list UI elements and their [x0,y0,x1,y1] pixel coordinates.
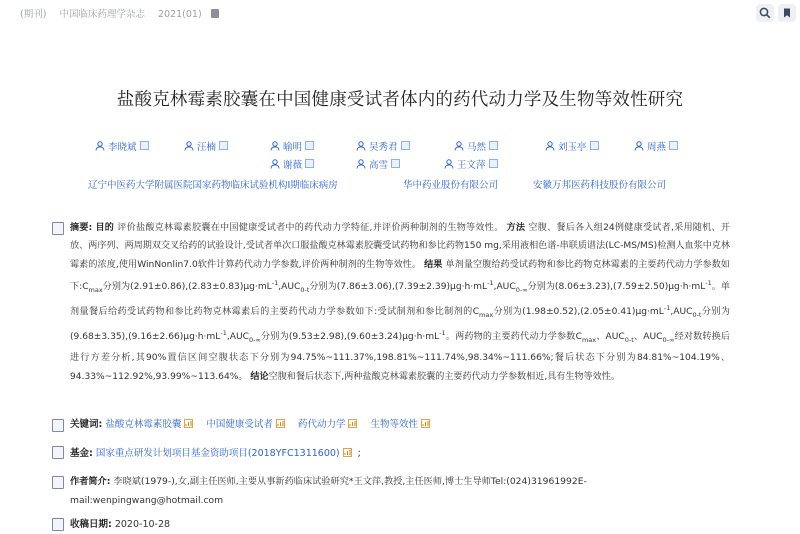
auc0t-fasting: 分别为(7.86±3.06),(7.39±2.39)μg·h·mL [309,281,488,292]
author-mark-icon[interactable] [489,159,498,168]
person-icon [270,141,280,151]
auc0t-fed: 分别为(9.68±3.35),(9.16±2.66)μg·h·mL [70,307,730,343]
methods-text: 空腹、餐后各入组24例健康受试者,采用随机、开放、两序列、两周期双交叉给药的试验设计,受试者单次口服盐酸克林霉素胶囊受试药物和参比药物150 mg,采用液相色谱-串联质谱法(LC-MS/MS)检测人血浆中克林霉素的浓度,使用WinNonlin7.0软件计算药代动力学参数,评价两种制剂的生物等效性。 [70,223,730,270]
author-name[interactable]: 李晓斌 [108,142,137,153]
purpose-label: 目的 [95,223,115,233]
keywords-label: 关键词: [70,419,103,430]
methods-label: 方法 [506,223,526,233]
author-name[interactable]: 周燕 [647,142,667,153]
author-item[interactable] [545,139,599,153]
author-name[interactable]: 汪楠 [197,142,217,153]
author-name[interactable]: 王文萍 [457,160,486,171]
author-intro-label: 作者简介: [70,476,111,487]
author-name[interactable]: 刘玉亭 [558,142,587,153]
search-icon [759,7,771,19]
keyword-link[interactable]: 盐酸克林霉素胶囊 [105,419,182,430]
auc0inf-fed: 分别为(9.53±2.98),(9.60±3.24)μg·h·mL [260,332,440,343]
top-bar [0,0,800,26]
author-item[interactable] [454,139,498,153]
author-name[interactable]: 高雪 [369,160,389,171]
breadcrumb [20,6,229,20]
author-mark-icon[interactable] [669,141,678,150]
author-mark-icon[interactable] [489,141,498,150]
abstract-icon [52,222,64,235]
issue-doc-icon[interactable] [211,9,219,18]
person-icon [95,141,105,151]
author-intro-text: 李晓斌(1979-),女,副主任医师,主要从事新药临床试验研究*王文萍,教授,主任医师,博士生导师Tel:(024)31961992E-mail:wenpingwang@hotmail.com [70,476,587,506]
author-intro [70,472,730,510]
results-text-3a: 两药物的主要药代动力学参数 [455,332,576,343]
fund-row [70,445,361,459]
conclusion-label: 结论 [250,371,269,382]
bookmark-button[interactable] [778,4,796,22]
author-name[interactable]: 喻明 [283,142,303,153]
author-mark-icon[interactable] [219,141,228,150]
keywords-row [70,416,440,430]
chart-icon[interactable] [343,448,352,457]
results-label: 结果 [424,259,443,270]
issue-link[interactable]: 2021(01) [158,9,202,20]
keyword-link[interactable]: 药代动力学 [297,419,346,430]
received-icon [52,518,64,531]
source-type: (期刊) [20,9,47,20]
author-item[interactable] [634,139,678,153]
person-icon [184,141,194,151]
author-mark-icon[interactable] [140,141,149,150]
cmax-fed: 分别为(1.98±0.52),(2.05±0.41)μg·mL [493,307,664,318]
author-item[interactable] [356,139,410,153]
author-name[interactable]: 马然 [467,142,487,153]
purpose-text: 评价盐酸克林霉素胶囊在中国健康受试者中的药代动力学特征,并评价两种制剂的生物等效性。 [117,223,504,233]
person-icon [454,141,464,151]
keyword-link[interactable]: 生物等效性 [370,419,418,430]
author-item[interactable] [356,157,400,171]
author-intro-icon [52,476,64,489]
received-row [70,516,170,530]
article-title: 盐酸克林霉素胶囊在中国健康受试者体内的药代动力学及生物等效性研究 [116,90,684,110]
person-icon [270,159,280,169]
person-icon [444,159,454,169]
received-label: 收稿日期: [70,519,112,530]
person-icon [356,159,366,169]
chart-icon[interactable] [276,419,285,428]
fund-icon [52,446,64,459]
chart-icon[interactable] [348,419,357,428]
keyword-link[interactable]: 中国健康受试者 [206,419,273,430]
keywords-icon [52,419,64,432]
person-icon [356,141,366,151]
author-mark-icon[interactable] [305,141,314,150]
cmax-fasting: 分别为(2.91±0.86),(2.83±0.83)μg·mL [102,281,272,292]
abstract-label: 摘要: [70,223,93,233]
chart-icon[interactable] [184,419,193,428]
author-name[interactable]: 谢薇 [283,160,303,171]
auc0inf-fasting: 分别为(8.06±3.23),(7.59±2.50)μg·h·mL [527,281,706,292]
abstract: 摘要: 目的 评价盐酸克林霉素胶囊在中国健康受试者中的药代动力学特征,并评价两种制剂的生物等效性。 方法 空腹、餐后各入组24例健康受试者,采用随机、开放、两序列、两周期双交叉给药的试验设计,受试者单次口服盐酸克林霉素胶囊受试药物和参比药物150 mg,采用液相色谱-串联质谱法(LC-MS/MS)检测人血浆中克林霉素的浓度,使用WinNonlin7.0软件计算药代动力学参数,评价两种制剂的生物等效性。 结果 单剂量空腹给药受试药物和参比药物克林霉素的主要药代动力学参数如下$:C_{max}$分别为$(2.91\pm 0.86),(2.83\pm 0.83)\mu g\cdot mL^{-1},AUC_{0-t}$分别为$(7.86\pm 3.06),(7.39\pm 2.39)\mu g\cdot h\cdot mL^{-1},AUC_{0-\infty}$分别为$(8.06\pm 3.23),(7.59\pm 2.50)\mu g\cdot h\cdot mL^{-1}$。单剂量餐后给药受试药物和参比药物克林霉素后的主要药代动力学参数如下:受试制剂和参比制剂的$C_{max}$分别为$(1.98\pm 0.52),(2.05\pm 0.41)\mu g\cdot mL^{-1},AUC_{0-t}$分别为$(9.68\pm 3.35),(9.16\pm 2.66)\mu g\cdot h\cdot mL^{-1},AUC_{0-\infty}$分别为$(9.53\pm 2.98),(9.60\pm 3.24)\mu g\cdot h\cdot mL^{-1}$。两药物的主要药代动力学参数$C_{max}$、$AUC_{0-t}$、$AUC_{0-\infty}$经对数转换后进行方差分析,其90%置信区间空腹状态下分别为94.75%~111.37%,198.81%~111.74%,98.34%~111.66%;餐后状态下分别为84.81%~104.19%、94.33%~112.92%,93.99%~113.64%。 结论空腹和餐后状态下,两种盐酸克林霉素胶囊的主要药代动力学参数相近,具有生物等效性。 [70,223,730,382]
author-item[interactable] [444,157,498,171]
author-item[interactable] [95,139,149,153]
person-icon [545,141,555,151]
author-mark-icon[interactable] [590,141,599,150]
author-item[interactable] [184,139,228,153]
author-name[interactable]: 吴秀君 [369,142,398,153]
fund-label: 基金: [70,448,93,459]
received-date: 2020-10-28 [114,519,171,530]
fund-link[interactable]: 国家重点研发计划项目基金资助项目(2018YFC1311600) [95,448,340,459]
author-item[interactable] [270,139,314,153]
affiliation-link[interactable]: 辽宁中医药大学附属医院国家药物临床试验机构Ⅰ期临床病房 [88,180,338,191]
fund-suffix: ; [357,448,361,459]
conclusion-text: 空腹和餐后状态下,两种盐酸克林霉素胶囊的主要药代动力学参数相近,具有生物等效性。 [268,371,620,382]
results-text-2: 单剂量餐后给药受试药物和参比药物克林霉素后的主要药代动力学参数如下:受试制剂和参比制剂的 [70,281,730,318]
author-item[interactable] [270,157,314,171]
journal-link[interactable]: 中国临床药理学杂志 [59,9,145,20]
bookmark-icon [781,7,793,19]
search-button[interactable] [756,4,774,22]
author-mark-icon[interactable] [401,141,410,150]
author-mark-icon[interactable] [305,159,314,168]
chart-icon[interactable] [421,419,430,428]
results-text-1: 单剂量空腹给药受试药物和参比药物克林霉素的主要药代动力学参数如下: [70,259,730,292]
results-text-3b: 经对数转换后进行方差分析,其90%置信区间空腹状态下分别为94.75%~111.37%,198.81%~111.74%,98.34%~111.66%;餐后状态下分别为84.81%~104.19%、94.33%~112.92%,93.99%~113.64%。 [70,332,730,382]
affiliation-link[interactable]: 华中药业股份有限公司 [403,180,499,191]
author-mark-icon[interactable] [391,159,400,168]
affiliation-link[interactable]: 安徽万邦医药科技股份有限公司 [533,180,667,191]
person-icon [634,141,644,151]
